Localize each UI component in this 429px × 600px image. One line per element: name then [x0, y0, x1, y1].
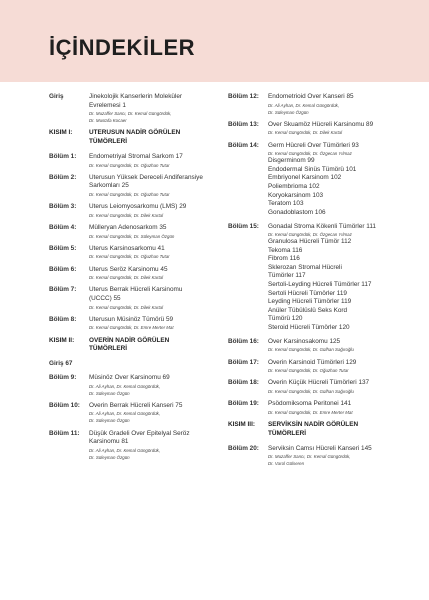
- toc-label: Bölüm 14:: [228, 141, 259, 149]
- chapter-title-line: Serviksin Camsı Hücreli Kanseri 145: [268, 444, 372, 452]
- subsection-line: Tümörü 120: [268, 315, 303, 323]
- toc-body: [268, 223, 408, 333]
- chapter-authors-line: Dr. Kemal Güngördük, Dr. Oğuzhan Tutar: [268, 368, 349, 374]
- toc-entry: [49, 245, 229, 261]
- toc-entry: [228, 338, 408, 354]
- chapter-authors-line: Dr. Ali Ayhan, Dr. Kemal Güngördük,: [89, 447, 161, 453]
- toc-entry: [49, 224, 229, 240]
- toc-label: Bölüm 2:: [49, 173, 77, 181]
- toc-label: Bölüm 5:: [49, 244, 77, 252]
- chapter-title-line: (UCCC) 55: [89, 294, 121, 302]
- toc-body: [89, 266, 229, 282]
- toc-body: [89, 430, 229, 461]
- chapter-title-line: Uterus Berrak Hücreli Karsinomu: [89, 286, 183, 294]
- toc-label: Bölüm 4:: [49, 224, 77, 231]
- chapter-title-line: Karsinomu 81: [89, 438, 129, 446]
- chapter-authors-line: Dr. Kemal Güngördük, Dr. Gülhan Sağıroğlu: [268, 347, 354, 353]
- chapter-title-line: Over Skuamöz Hücreli Karsinomu 89: [268, 120, 374, 128]
- toc-entry: [49, 316, 229, 332]
- chapter-authors-line: Dr. Kemal Güngördük, Dr. Gülhan Sağıroğlu: [268, 388, 354, 394]
- toc-entry: [49, 430, 229, 461]
- subsection-line: Steroid Hücreli Tümörler 120: [268, 324, 350, 332]
- toc-label: KISIM III:: [228, 420, 255, 428]
- toc-entry: [228, 445, 408, 468]
- toc-body: [89, 316, 229, 332]
- part-title-line: UTERUSUN NADİR GÖRÜLEN: [89, 129, 181, 137]
- subsection-line: Tekoma 116: [268, 246, 303, 254]
- toc-label: Giriş: [49, 93, 64, 100]
- part-title-line: TÜMÖRLERİ: [268, 429, 306, 437]
- toc-entry: [49, 93, 229, 124]
- subsection-line: Teratom 103: [268, 200, 304, 208]
- toc-label: Bölüm 18:: [228, 379, 259, 387]
- chapter-title-line: Uterusun Yüksek Dereceli Andiferansiye: [89, 173, 203, 181]
- toc-label: Bölüm 3:: [49, 203, 77, 211]
- chapter-authors-line: Dr. Kemal Güngördük, Dr. Dilek Kartal: [89, 275, 164, 281]
- chapter-authors-line: Dr. Muzaffer Sancı, Dr. Kemal Güngördük,: [268, 454, 351, 460]
- page-title: İÇİNDEKİLER: [49, 35, 196, 60]
- subsection-line: Sklerozan Stromal Hücreli: [268, 263, 342, 271]
- chapter-title-line: Sarkomları 25: [89, 182, 129, 190]
- chapter-title-line: Gonadal Stroma Kökenli Tümörler 111: [268, 222, 376, 230]
- chapter-title-line: Düşük Gradeli Over Epitelyal Seröz: [89, 429, 190, 437]
- part-title-line: SERVİKSİN NADİR GÖRÜLEN: [268, 420, 359, 428]
- chapter-title-line: Evrelemesi 1: [89, 101, 126, 109]
- part-title-line: OVERİN NADİR GÖRÜLEN: [89, 336, 170, 344]
- toc-body: [268, 421, 408, 438]
- subsection-line: Anüler Tübülüslü Seks Kord: [268, 306, 348, 314]
- toc-entry: [228, 223, 408, 333]
- chapter-authors-line: Dr. Süleyman Özgün: [89, 418, 130, 424]
- toc-entry: [49, 174, 229, 198]
- toc-body: [268, 445, 408, 468]
- subsection-line: Tümörler 117: [268, 272, 306, 280]
- toc-label: Bölüm 16:: [228, 337, 259, 345]
- toc-label: Bölüm 10:: [49, 401, 80, 409]
- chapter-authors-line: Dr. Kemal Güngördük, Dr. Dilek Kartal: [89, 304, 164, 310]
- toc-body: [89, 153, 229, 169]
- chapter-authors-line: Dr. Kemal Güngördük, Dr. Dilek Kartal: [268, 130, 343, 136]
- toc-entry: [228, 142, 408, 218]
- toc-body: [268, 400, 408, 416]
- chapter-authors-line: Dr. Kemal Güngördük, Dr. Oğuzhan Tutar: [89, 162, 170, 168]
- chapter-title-line: Mülleryan Adenosarkom 35: [89, 224, 167, 231]
- subsection-line: Granulosa Hücreli Tümör 112: [268, 238, 352, 246]
- subsection-line: Poliembrioma 102: [268, 182, 320, 190]
- toc-part-heading: [49, 337, 229, 354]
- toc-left-column: [49, 93, 229, 466]
- toc-part-heading: [228, 421, 408, 438]
- toc-body: [268, 142, 408, 218]
- toc-right-column: [228, 93, 408, 472]
- chapter-title-line: Endometriyal Stromal Sarkom 17: [89, 153, 183, 161]
- toc-body: [89, 337, 229, 354]
- toc-label: Bölüm 8:: [49, 315, 77, 323]
- chapter-authors-line: Dr. Süleyman Özgün: [268, 109, 309, 115]
- toc-label: Bölüm 20:: [228, 444, 259, 452]
- chapter-authors-line: Dr. Kemal Güngördük, Dr. Dilek Kartal: [89, 212, 164, 218]
- chapter-authors-line: Dr. Muzaffer Sancı, Dr. Kemal Güngördük,: [89, 111, 172, 117]
- toc-label: Giriş 67: [49, 360, 73, 368]
- toc-label: Bölüm 7:: [49, 286, 77, 294]
- chapter-title-line: Uterus Seröz Karsinomu 45: [89, 265, 168, 273]
- chapter-authors-line: Dr. Süleyman Özgün: [89, 454, 130, 460]
- toc-body: [268, 379, 408, 395]
- toc-body: [268, 121, 408, 137]
- chapter-authors-line: Dr. Kemal Güngördük, Dr. Oğuzhan Tutar: [89, 254, 170, 260]
- chapter-authors-line: Dr. Ali Ayhan, Dr. Kemal Güngördük,: [89, 383, 161, 389]
- toc-body: [89, 224, 229, 240]
- toc-part-heading: [49, 129, 229, 146]
- chapter-authors-line: Dr. Ali Ayhan, Dr. Kemal Güngördük,: [89, 411, 161, 417]
- toc-label: KISIM I:: [49, 129, 73, 137]
- chapter-title-line: Overin Karsinoid Tümörleri 129: [268, 358, 357, 366]
- part-title-line: TÜMÖRLERİ: [89, 137, 127, 145]
- toc-entry: [49, 153, 229, 169]
- chapter-title-line: Overin Küçük Hücreli Tümörleri 137: [268, 379, 370, 387]
- toc-entry: [228, 379, 408, 395]
- toc-body: [89, 93, 229, 124]
- chapter-authors-line: Dr. Kemal Güngördük, Dr. Özgecan Yılmaz: [268, 151, 352, 157]
- toc-entry: [49, 402, 229, 425]
- chapter-title-line: Müsinöz Over Karsinomu 69: [89, 373, 170, 381]
- toc-label: Bölüm 15:: [228, 222, 259, 230]
- subsection-line: Sertoli-Leyding Hücreli Tümörler 117: [268, 281, 372, 289]
- chapter-title-line: Jinekolojik Kanserlerin Moleküler: [89, 93, 183, 100]
- toc-label: Bölüm 9:: [49, 373, 77, 381]
- chapter-authors-line: Dr. Kemal Güngördük, Dr. Oğuzhan Tutar: [89, 192, 170, 198]
- toc-entry: [228, 93, 408, 116]
- toc-entry: [49, 266, 229, 282]
- toc-body: [89, 245, 229, 261]
- toc-entry: [49, 203, 229, 219]
- toc-body: [268, 93, 408, 116]
- toc-body: [268, 338, 408, 354]
- toc-body: [89, 129, 229, 146]
- chapter-authors-line: Dr. Kemal Güngördük, Dr. Emre Merter Mat: [89, 325, 174, 331]
- toc-entry: [228, 400, 408, 416]
- toc-label: Bölüm 11:: [49, 429, 80, 437]
- toc-body: [268, 359, 408, 375]
- chapter-title-line: Over Karsinosakomu 125: [268, 337, 341, 345]
- toc-body: [89, 374, 229, 397]
- chapter-title-line: Endometrioid Over Kanseri 85: [268, 93, 354, 100]
- subsection-line: Disgerminom 99: [268, 157, 315, 165]
- toc-label: Bölüm 19:: [228, 400, 259, 408]
- toc-label: Bölüm 1:: [49, 153, 77, 161]
- toc-body: [89, 402, 229, 425]
- toc-label: Bölüm 17:: [228, 358, 259, 366]
- toc-entry: [228, 121, 408, 137]
- chapter-title-line: Overin Berrak Hücreli Kanseri 75: [89, 401, 183, 409]
- subsection-line: Koryokarsinom 103: [268, 191, 324, 199]
- chapter-authors-line: Dr. Varol Gülseren: [268, 461, 305, 467]
- chapter-title-line: Uterus Karsinosarkomu 41: [89, 244, 165, 252]
- chapter-title-line: Uterus Leiomyosarkomu (LMS) 29: [89, 203, 187, 211]
- subsection-line: Leyding Hücreli Tümörler 119: [268, 298, 352, 306]
- chapter-title-line: Uterusun Müsinöz Tümörü 59: [89, 315, 174, 323]
- subsection-line: Gonadoblastom 106: [268, 208, 326, 216]
- subsection-line: Fibrom 116: [268, 255, 300, 263]
- toc-label: KISIM II:: [49, 336, 75, 344]
- chapter-authors-line: Dr. Ali Ayhan, Dr. Kemal Güngördük,: [268, 102, 340, 108]
- chapter-authors-line: Dr. Süleyman Özgün: [89, 390, 130, 396]
- toc-body: [89, 174, 229, 198]
- toc-body: [89, 286, 229, 310]
- toc-body: [151, 360, 229, 369]
- subsection-line: Sertoli Hücreli Tümörler 119: [268, 289, 347, 297]
- toc-entry: [228, 359, 408, 375]
- subsection-line: Endodermal Sinüs Tümörü 101: [268, 165, 357, 173]
- chapter-authors-line: Dr. Kemal Güngördük, Dr. Emre Merter Mat: [268, 409, 353, 415]
- toc-entry: [49, 360, 229, 369]
- toc-label: Bölüm 13:: [228, 120, 259, 128]
- toc-body: [89, 203, 229, 219]
- toc-label: Bölüm 12:: [228, 93, 259, 100]
- chapter-authors-line: Dr. Kemal Güngördük, Dr. Süleyman Özgün: [89, 233, 175, 239]
- chapter-authors-line: Dr. Kemal Güngördük, Dr. Özgecan Yılmaz: [268, 232, 352, 238]
- part-title-line: TÜMÖRLERİ: [89, 345, 127, 353]
- chapter-title-line: Germ Hücreli Over Tümörleri 93: [268, 141, 359, 149]
- chapter-title-line: Psödomiksoma Peritonei 141: [268, 400, 352, 408]
- toc-label: Bölüm 6:: [49, 265, 77, 273]
- toc-entry: [49, 286, 229, 310]
- toc-entry: [49, 374, 229, 397]
- chapter-authors-line: Dr. Mustafa Kocaer: [89, 118, 127, 124]
- subsection-line: Embriyonel Karsinom 102: [268, 174, 342, 182]
